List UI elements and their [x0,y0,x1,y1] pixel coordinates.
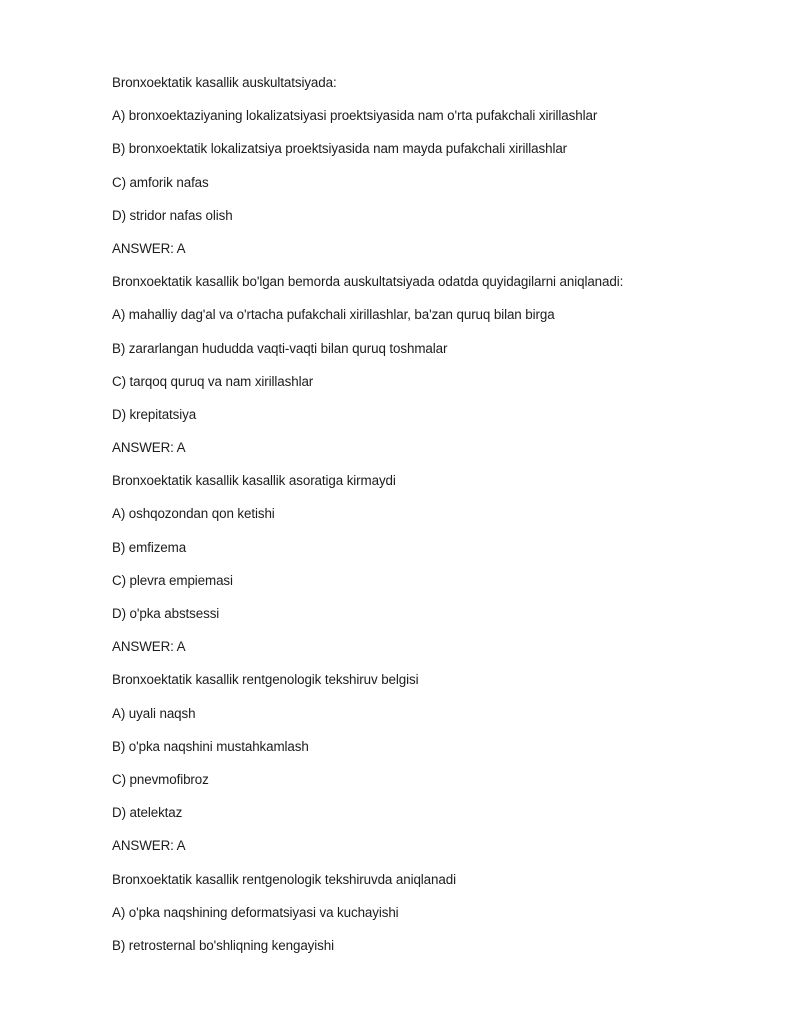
answer-option: A) oshqozondan qon ketishi [112,506,275,522]
question-text: Bronxoektatik kasallik kasallik asoratiga kirmaydi [112,473,396,489]
answer-option: D) o'pka abstsessi [112,606,220,621]
answer-option: C) plevra empiemasi [112,572,233,588]
answer-option: B) bronxoektatik lokalizatsiya proektsiyasida nam mayda pufakchali xirillashlar [112,141,568,157]
answer-option: D) krepitatsiya [112,406,197,422]
answer-option: A) bronxoektaziyaning lokalizatsiyasi proektsiyasida nam o'rta pufakchali xirillashlar [112,108,598,124]
answer-option: C) amforik nafas [112,174,209,190]
document-body [112,72,752,968]
answer-option: B) emfizema [112,539,187,555]
answer-key: ANSWER: A [112,838,186,854]
answer-option: B) retrosternal bo'shliqning kengayishi [112,937,334,953]
answer-option: B) o'pka naqshini mustahkamlash [112,738,309,754]
question-text: Bronxoektatik kasallik rentgenologik tekshiruv belgisi [112,672,419,688]
answer-key: ANSWER: A [112,240,186,256]
answer-option: A) uyali naqsh [112,705,196,721]
answer-option: D) stridor nafas olish [112,207,233,223]
answer-key: ANSWER: A [112,639,186,655]
answer-key: ANSWER: A [112,440,186,456]
question-text: Bronxoektatik kasallik rentgenologik tekshiruvda aniqlanadi [112,871,456,887]
question-text: Bronxoektatik kasallik auskultatsiyada: [112,75,337,90]
answer-option: D) atelektaz [112,805,183,821]
answer-option: A) mahalliy dag'al va o'rtacha pufakchali xirillashlar, ba'zan quruq bilan birga [112,307,555,323]
answer-option: B) zararlangan hududda vaqti-vaqti bilan quruq toshmalar [112,340,448,356]
question-text: Bronxoektatik kasallik bo'lgan bemorda auskultatsiyada odatda quyidagilarni aniqlanadi: [112,274,624,290]
answer-option: A) o'pka naqshining deformatsiyasi va kuchayishi [112,904,399,920]
answer-option: C) pnevmofibroz [112,771,209,787]
answer-option: C) tarqoq quruq va nam xirillashlar [112,373,314,389]
